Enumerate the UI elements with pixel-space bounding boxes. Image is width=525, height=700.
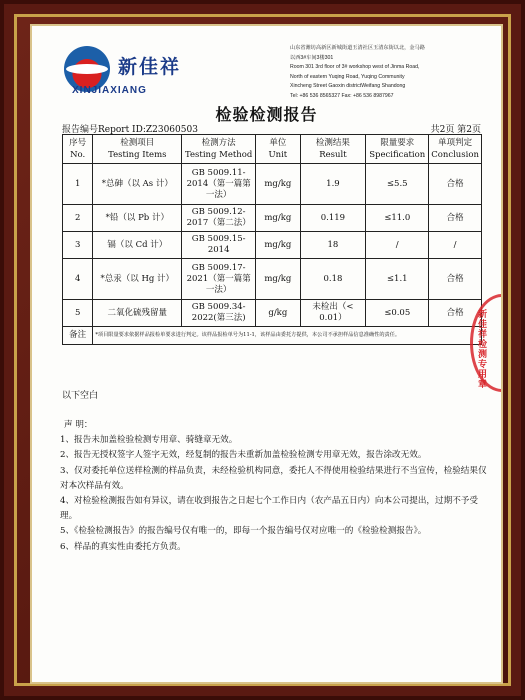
cell-unit: mg/kg [256,259,301,300]
cell-method: GB 5009.34-2022(第三法) [182,300,256,327]
table-row [63,259,482,300]
statement-item: 6、样品的真实性由委托方负责。 [60,541,186,552]
cell-result: 未检出（< 0.01） [300,300,366,327]
statement-item: 1、报告未加盖检验检测专用章、骑缝章无效。 [60,435,238,446]
header-method: 检测方法 Testing Method [182,135,256,164]
page-info: 共2页 第2页 [430,125,481,135]
cell-unit: mg/kg [256,232,301,259]
cell-no: 3 [63,232,93,259]
table-row [63,300,482,327]
remark-text: *项目限量要求依据样品报检单要求进行判定。该样品报检单号为11-1，该样品由委托方提供，本公司不承担样品信息准确性的责任。 [93,327,482,345]
blank-note: 以下空白 [62,391,99,401]
cell-no: 5 [63,300,93,327]
cell-item: *总砷（以 As 计） [93,164,182,205]
remark-label: 备注 [63,327,93,345]
cell-conclusion: 合格 [429,164,482,205]
table-header-row [63,135,482,164]
cell-result: 1.9 [300,164,366,205]
cell-result: 0.119 [300,205,366,232]
statement-heading: 声 明： [64,420,93,430]
statement-item: 3、仅对委托单位送样检测的样品负责，未经检验机构同意，委托人不得使用检验结果进行不当宣传，检验结果仅对本次样品有效。 [60,465,487,491]
table-row [63,205,482,232]
remark-row [63,327,482,345]
cell-spec: / [366,232,429,259]
cell-item: *总汞（以 Hg 计） [93,259,182,300]
statement-block [60,418,490,555]
report-page [32,26,501,682]
header-unit: 单位 Unit [256,135,301,164]
cell-method: GB 5009.11-2014（第一篇第一法） [182,164,256,205]
results-table [62,134,482,345]
logo-wave-icon [66,64,108,74]
brand-name-en: XINJIAXIANG [72,85,147,96]
report-title: 检验检测报告 [215,105,318,124]
header-result: 检测结果 Result [300,135,366,164]
address-line: Xincheng Street Gaoxin districtWeifang Shandong [290,83,406,90]
seal-text: 新佳祥检测专用章 [478,310,488,390]
cell-unit: mg/kg [256,164,301,205]
address-line: Tel: +86 536 8565327 Fax: +86 536 8987967 [290,92,394,99]
header-item: 检测项目 Testing Items [93,135,182,164]
address-line: 以西3#车间3楼301 [290,54,334,61]
cell-item: 二氧化硫残留量 [93,300,182,327]
cell-spec: ≤1.1 [366,259,429,300]
report-number: 报告编号Report ID:Z23060503 [62,125,198,135]
address-line: Room 301 3rd floor of 3# workshop west of Jinma Road, [290,64,420,71]
cell-conclusion: / [429,232,482,259]
cell-spec: ≤11.0 [366,205,429,232]
statement-item: 2、报告无授权签字人签字无效，经复制的报告未重新加盖检验检测专用章无效，报告涂改无效。 [60,450,427,461]
statement-item: 4、对检验检测报告如有异议，请在收到报告之日起七个工作日内（农产品五日内）向本公司提出，过期不予受理。 [60,496,478,522]
address-line: North of eastern Yuqing Road, Yuqing Community [290,73,405,80]
statement-item: 5、《检验检测报告》的报告编号仅有唯一的，即每一个报告编号仅对应唯一的《检验检测报告》。 [60,526,427,537]
letterhead [32,26,501,98]
company-address [290,44,495,102]
cell-method: GB 5009.12-2017（第二法） [182,205,256,232]
cell-unit: g/kg [256,300,301,327]
address-line: 山东省潍坊高新区新城街道玉清社区玉清东街以北，金马路 [290,45,425,51]
header-no: 序号 No. [63,135,93,164]
header-conclusion: 单项判定 Conclusion [429,135,482,164]
table-row [63,164,482,205]
cell-spec: ≤5.5 [366,164,429,205]
brand-name-cn: 新佳祥 [118,56,182,78]
cell-no: 2 [63,205,93,232]
cell-result: 18 [300,232,366,259]
cell-no: 1 [63,164,93,205]
cell-conclusion: 合格 [429,259,482,300]
cell-conclusion: 合格 [429,205,482,232]
cell-item: 镉（以 Cd 计） [93,232,182,259]
cell-no: 4 [63,259,93,300]
cell-method: GB 5009.15-2014 [182,232,256,259]
cell-method: GB 5009.17-2021（第一篇第一法） [182,259,256,300]
cell-unit: mg/kg [256,205,301,232]
table-row [63,232,482,259]
cell-item: *铅（以 Pb 计） [93,205,182,232]
header-spec: 限量要求 Specification [366,135,429,164]
cell-result: 0.18 [300,259,366,300]
cell-conclusion: 合格 [429,300,482,327]
cell-spec: ≤0.05 [366,300,429,327]
